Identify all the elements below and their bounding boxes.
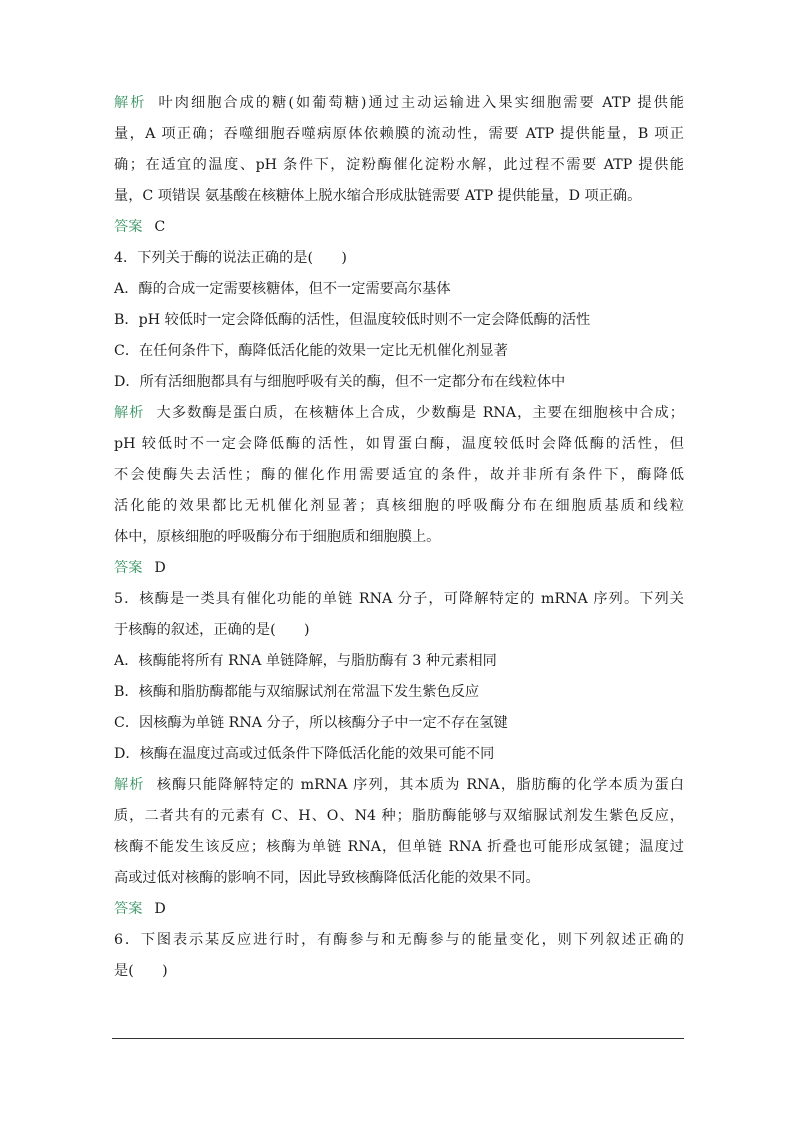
q4-option-d: D．所有活细胞都具有与细胞呼吸有关的酶，但不一定都分布在线粒体中 (114, 374, 566, 390)
q5-analysis-line-4: 高或过低对核酶的影响不同，因此导致核酶降低活化能的效果不同。 (114, 870, 540, 886)
q5-option-c: C．因核酶为单链 RNA 分子，所以核酶分子中一定不存在氢键 (114, 715, 508, 731)
q4-answer (114, 553, 684, 584)
q3-analysis-line-4: 量，C 项错误 氨基酸在核糖体上脱水缩合形成肽链需要 ATP 提供能量，D 项正确。 (114, 188, 642, 204)
q4-option-a: A．酶的合成一定需要核糖体，但不一定需要高尔基体 (114, 281, 451, 297)
q5-stem-line-1: 5．核酶是一类具有催化功能的单链 RNA 分子，可降解特定的 mRNA 序列。下列关 (114, 591, 684, 607)
q6-stem-line-2: 是( ) (114, 963, 168, 979)
q4-analysis-line-5: 体中，原核细胞的呼吸酶分布于细胞质和细胞膜上。 (114, 529, 441, 545)
answer-label: 答案 (114, 901, 143, 917)
footer-divider (112, 1038, 684, 1039)
q4-analysis-line-3: 不会使酶失去活性；酶的催化作用需要适宜的条件，故并非所有条件下，酶降低 (114, 467, 684, 483)
q4-analysis-line-4: 活化能的效果都比无机催化剂显著；真核细胞的呼吸酶分布在细胞质基质和线粒 (114, 498, 684, 514)
q5-answer (114, 894, 684, 925)
q5-answer-value: D (154, 901, 166, 917)
q4-analysis-line-1: 解析 大多数酶是蛋白质，在核糖体上合成，少数酶是 RNA，主要在细胞核中合成； (114, 405, 684, 421)
q5-option-b: B．核酶和脂肪酶都能与双缩脲试剂在常温下发生紫色反应 (114, 684, 480, 700)
q4-option-c: C．在任何条件下，酶降低活化能的效果一定比无机催化剂显著 (114, 343, 508, 359)
q5-option-a: A．核酶能将所有 RNA 单链降解，与脂肪酶有 3 种元素相同 (114, 653, 497, 669)
q4-analysis-line-2: pH 较低时不一定会降低酶的活性，如胃蛋白酶，温度较低时会降低酶的活性，但 (114, 436, 684, 452)
analysis-label: 解析 (114, 95, 147, 111)
q6-stem-line-1: 6．下图表示某反应进行时，有酶参与和无酶参与的能量变化，则下列叙述正确的 (114, 932, 684, 948)
analysis-label: 解析 (114, 777, 145, 793)
q3-analysis-line-1: 解析 叶肉细胞合成的糖(如葡萄糖)通过主动运输进入果实细胞需要 ATP 提供能 (114, 95, 684, 111)
q5-analysis-line-2: 质，二者共有的元素有 C、H、O、N4 种；脂肪酶能够与双缩脲试剂发生紫色反应， (114, 808, 684, 824)
q4-answer-value: D (154, 560, 166, 576)
answer-label: 答案 (114, 560, 143, 576)
q5-analysis-line-1: 解析 核酶只能降解特定的 mRNA 序列，其本质为 RNA，脂肪酶的化学本质为蛋白 (114, 777, 684, 793)
q5-analysis-line-3: 核酶不能发生该反应；核酶为单链 RNA，但单链 RNA 折叠也可能形成氢键；温度过 (114, 839, 684, 855)
page-content (114, 88, 684, 987)
q5-option-d: D．核酶在温度过高或过低条件下降低活化能的效果可能不同 (114, 746, 495, 762)
q4-stem: 4．下列关于酶的说法正确的是( ) (114, 250, 347, 266)
answer-label: 答案 (114, 219, 143, 235)
q3-analysis-line-3: 确；在适宜的温度、pH 条件下，淀粉酶催化淀粉水解，此过程不需要 ATP 提供能 (114, 157, 684, 173)
q3-answer-value: C (154, 219, 166, 235)
q3-answer (114, 212, 684, 243)
analysis-label: 解析 (114, 405, 145, 421)
q3-analysis-line-2: 量，A 项正确；吞噬细胞吞噬病原体依赖膜的流动性，需要 ATP 提供能量，B 项正 (114, 126, 684, 142)
q5-stem-line-2: 于核酶的叙述，正确的是( ) (114, 622, 310, 638)
q4-option-b: B．pH 较低时一定会降低酶的活性，但温度较低时则不一定会降低酶的活性 (114, 312, 591, 328)
